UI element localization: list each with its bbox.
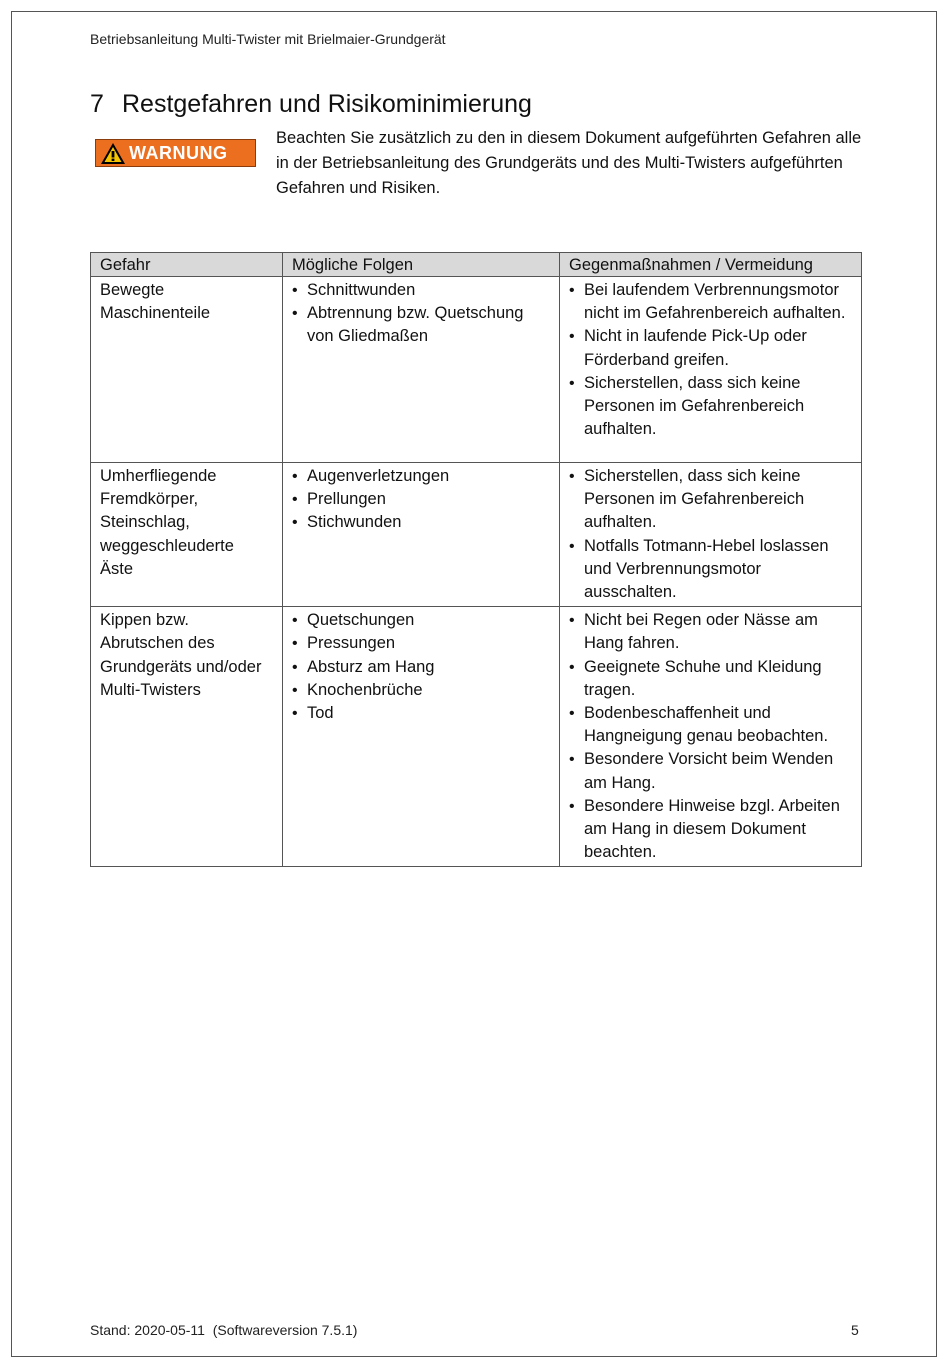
hazard-line: Äste xyxy=(100,559,134,578)
table-row xyxy=(91,463,862,607)
list-item: • Pressungen xyxy=(292,632,550,655)
list-item: • Besondere Vorsicht beim Wenden am Hang. xyxy=(569,748,852,794)
hazard-line: Steinschlag, xyxy=(100,513,190,532)
hazard-cell xyxy=(91,277,283,463)
warning-text: Beachten Sie zusätzlich zu den in diesem Dokument aufgeführten Gefahren alle in der Betriebsanleitung des Grundgeräts und des Multi-Twisters aufgeführten Gefahren und Risiken. xyxy=(276,129,862,197)
section-title xyxy=(90,90,532,119)
consequences-cell xyxy=(283,607,560,867)
hazard-line: Abrutschen des xyxy=(100,634,215,653)
list-item: • Nicht bei Regen oder Nässe am Hang fahren. xyxy=(569,609,852,655)
warning-triangle-icon xyxy=(100,142,126,165)
table-header-row xyxy=(91,253,862,277)
hazard-cell xyxy=(91,463,283,607)
list-item: • Quetschungen xyxy=(292,609,550,632)
list-item: • Absturz am Hang xyxy=(292,656,550,679)
measures-cell xyxy=(560,277,862,463)
hazard-line: Multi-Twisters xyxy=(100,680,201,699)
list-item: • Tod xyxy=(292,702,550,725)
list-item: • Bodenbeschaffenheit und Hangneigung genau beobachten. xyxy=(569,702,852,748)
section-title-text: Restgefahren und Risikominimierung xyxy=(122,90,532,118)
hazard-line: Bewegte xyxy=(100,281,165,299)
consequences-cell xyxy=(283,463,560,607)
header-consequences: Mögliche Folgen xyxy=(283,253,560,277)
list-item: • Sicherstellen, dass sich keine Personen im Gefahrenbereich aufhalten. xyxy=(569,465,852,535)
hazard-cell xyxy=(91,607,283,867)
list-item: • Schnittwunden xyxy=(292,279,550,302)
list-item: • Augenverletzungen xyxy=(292,465,550,488)
running-header: Betriebsanleitung Multi-Twister mit Brielmaier-Grundgerät xyxy=(90,31,446,47)
list-item: • Bei laufendem Verbrennungsmotor nicht im Gefahrenbereich aufhalten. xyxy=(569,279,852,325)
list-item: • Stichwunden xyxy=(292,511,550,534)
hazard-table xyxy=(90,252,862,867)
list-item: • Besondere Hinweise bzgl. Arbeiten am Hang in diesem Dokument beachten. xyxy=(569,795,852,865)
hazard-line: Kippen bzw. xyxy=(100,611,189,630)
section-number: 7 xyxy=(90,90,104,118)
list-item: • Nicht in laufende Pick-Up oder Förderband greifen. xyxy=(569,325,852,371)
hazard-line: Umherfliegende xyxy=(100,467,217,485)
table-row xyxy=(91,607,862,867)
footer-stand: Stand: 2020-05-11 (Softwareversion 7.5.1) xyxy=(90,1322,358,1338)
list-item: • Prellungen xyxy=(292,488,550,511)
measures-cell xyxy=(560,463,862,607)
consequences-cell xyxy=(283,277,560,463)
header-hazard: Gefahr xyxy=(91,253,283,277)
list-item: • Geeignete Schuhe und Kleidung tragen. xyxy=(569,656,852,702)
table-row xyxy=(91,277,862,463)
warning-badge xyxy=(95,139,256,167)
hazard-line: Fremdkörper, xyxy=(100,490,199,509)
header-measures: Gegenmaßnahmen / Vermeidung xyxy=(560,253,862,277)
list-item: • Knochenbrüche xyxy=(292,679,550,702)
warning-label: WARNUNG xyxy=(129,142,228,163)
page-number: 5 xyxy=(851,1322,859,1338)
hazard-line: Grundgeräts und/oder xyxy=(100,657,262,676)
list-item: • Notfalls Totmann-Hebel loslassen und Verbrennungsmotor ausschalten. xyxy=(569,535,852,605)
list-item: • Abtrennung bzw. Quetschung von Gliedmaßen xyxy=(292,302,550,348)
hazard-line: Maschinenteile xyxy=(100,304,211,323)
list-item: • Sicherstellen, dass sich keine Personen im Gefahrenbereich aufhalten. xyxy=(569,372,852,442)
hazard-line: weggeschleuderte xyxy=(100,536,234,555)
measures-cell xyxy=(560,607,862,867)
